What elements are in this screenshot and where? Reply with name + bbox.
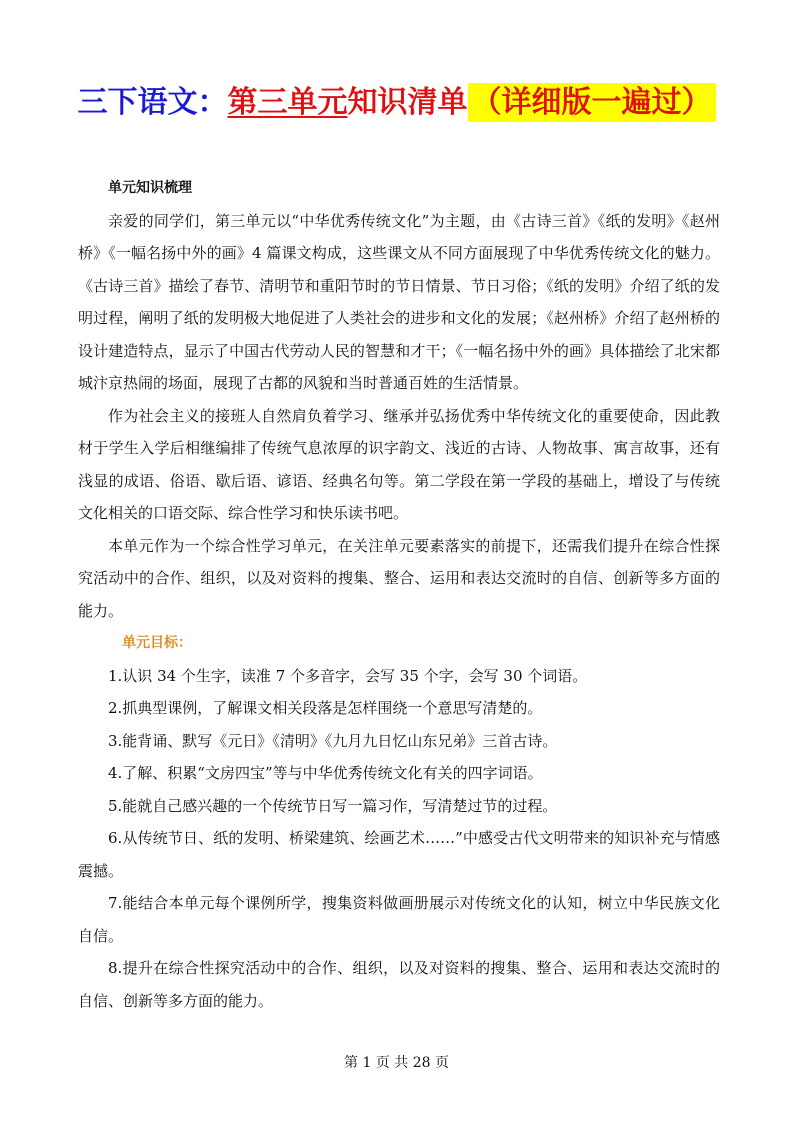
goal-item: 7.能结合本单元每个课例所学，搜集资料做画册展示对传统文化的认知，树立中华民族文化自信。 <box>78 894 720 945</box>
title-highlight: （详细版一遍过） <box>468 83 716 122</box>
intro-paragraph: 亲爱的同学们，第三单元以“中华优秀传统文化”为主题，由《古诗三首》《纸的发明》《赵州桥》《一幅名扬中外的画》4 篇课文构成，这些课文从不同方面展现了中华优秀传统文化的魅力。《古诗三首》描绘了春节、清明节和重阳节时的节日情景、节日习俗；《纸的发明》介绍了纸的发明过程，阐明了纸的发明极大地促进了人类社会的进步和文化的发展；《赵州桥》介绍了赵州桥的设计建造特点，显示了中国古代劳动人民的智慧和才干；《一幅名扬中外的画》具体描绘了北宋都城汴京热闹的场面，展现了古都的风貌和当时普通百姓的生活情景。 <box>78 211 720 392</box>
goal-item: 4.了解、积累“文房四宝”等与中华优秀传统文化有关的四字词语。 <box>108 764 543 782</box>
comprehensive-paragraph: 本单元作为一个综合性学习单元，在关注单元要素落实的前提下，还需我们提升在综合性探究活动中的合作、组织，以及对资料的搜集、整合、运用和表达交流时的自信、创新等多方面的能力。 <box>78 536 720 620</box>
title-checklist: 知识清单 <box>347 85 468 120</box>
tradition-paragraph: 作为社会主义的接班人自然肩负着学习、继承并弘扬优秀中华传统文化的重要使命，因此教材于学生入学后相继编排了传统气息浓厚的识字韵文、浅近的古诗、人物故事、寓言故事，还有浅显的成语、俗语、歇后语、谚语、经典名句等。第二学段在第一学段的基础上，增设了与传统文化相关的口语交际、综合性学习和快乐读书吧。 <box>78 406 720 522</box>
document-body <box>78 172 720 1017</box>
title-unit: 第三单元 <box>227 85 348 120</box>
goal-item: 8.提升在综合性探究活动中的合作、组织，以及对资料的搜集、整合、运用和表达交流时的自信、创新等多方面的能力。 <box>78 959 720 1010</box>
goal-item: 1.认识 34 个生字，读准 7 个多音字，会写 35 个字，会写 30 个词语。 <box>108 666 588 685</box>
goal-item: 2.抓典型课例，了解课文相关段落是怎样围绕一个意思写清楚的。 <box>108 699 543 717</box>
title-prefix: 三下语文： <box>77 85 228 120</box>
goal-item: 3.能背诵、默写《元日》《清明》《九月九日忆山东兄弟》三首古诗。 <box>108 731 558 750</box>
section-heading: 单元知识梳理 <box>108 180 192 196</box>
page-number-footer: 第 1 页 共 28 页 <box>344 1055 449 1071</box>
goal-item: 6.从传统节日、纸的发明、桥梁建筑、绘画艺术……”中感受古代文明带来的知识补充与情感震撼。 <box>78 829 720 880</box>
goal-item: 5.能就自己感兴趣的一个传统节日写一篇习作，写清楚过节的过程。 <box>108 796 558 815</box>
document-title <box>0 78 793 128</box>
goals-heading: 单元目标： <box>122 635 192 651</box>
